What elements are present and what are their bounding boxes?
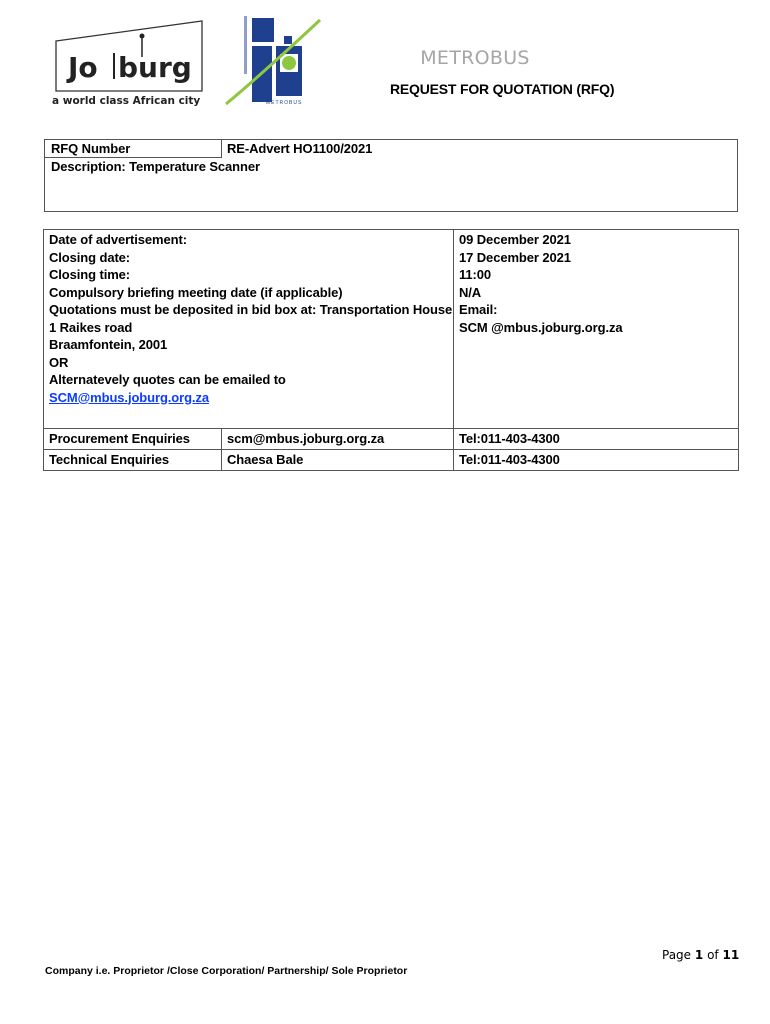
procurement-enquiries-contact: scm@mbus.joburg.org.za	[227, 431, 385, 446]
technical-enquiries-contact: Chaesa Bale	[227, 452, 304, 467]
email-value: SCM @mbus.joburg.org.za	[459, 319, 623, 335]
svg-text:burg: burg	[118, 51, 192, 84]
rfq-box	[44, 139, 738, 212]
address-line-2: Braamfontein, 2001	[49, 337, 168, 352]
page-number: Page 1 of 11	[662, 948, 740, 962]
briefing-date-value: N/A	[459, 284, 482, 300]
closing-date-label: Closing date:	[49, 249, 131, 265]
technical-enquiries-tel: Tel:011-403-4300	[459, 452, 560, 467]
procurement-enquiries-label: Procurement Enquiries	[49, 431, 190, 446]
details-right-column	[459, 231, 623, 336]
technical-enquiries-label: Technical Enquiries	[49, 452, 169, 467]
page-subtitle: REQUEST FOR QUOTATION (RFQ)	[390, 81, 615, 97]
rfq-number-label: RFQ Number	[51, 141, 131, 156]
or-text: OR	[49, 354, 69, 370]
deposit-instructions: Quotations must be deposited in bid box at: Transportation House	[49, 302, 453, 317]
logo-caption: METROBUS	[266, 100, 303, 106]
scm-email-link[interactable]: SCM@mbus.joburg.org.za	[49, 389, 209, 405]
page-title: METROBUS	[420, 47, 530, 69]
email-label: Email:	[459, 302, 498, 317]
footer-company: Company i.e. Proprietor /Close Corporation/ Partnership/ Sole Proprietor	[45, 965, 408, 977]
svg-text:Jo: Jo	[68, 51, 98, 84]
date-advertisement-label: Date of advertisement:	[49, 232, 187, 247]
address-line-1: 1 Raikes road	[49, 319, 133, 335]
briefing-date-label: Compulsory briefing meeting date (if applicable)	[49, 284, 343, 300]
rfq-description: Description: Temperature Scanner	[51, 159, 260, 174]
date-advertisement-value: 09 December 2021	[459, 232, 571, 247]
logo-tagline: a world class African city	[52, 95, 201, 107]
closing-date-value: 17 December 2021	[459, 249, 571, 265]
rfq-number-value: RE-Advert HO1100/2021	[227, 141, 373, 156]
procurement-enquiries-tel: Tel:011-403-4300	[459, 431, 560, 446]
closing-time-value: 11:00	[459, 267, 492, 282]
closing-time-label: Closing time:	[49, 267, 131, 282]
details-left-column	[49, 231, 452, 406]
email-alternative-text: Alternatevely quotes can be emailed to	[49, 372, 286, 387]
